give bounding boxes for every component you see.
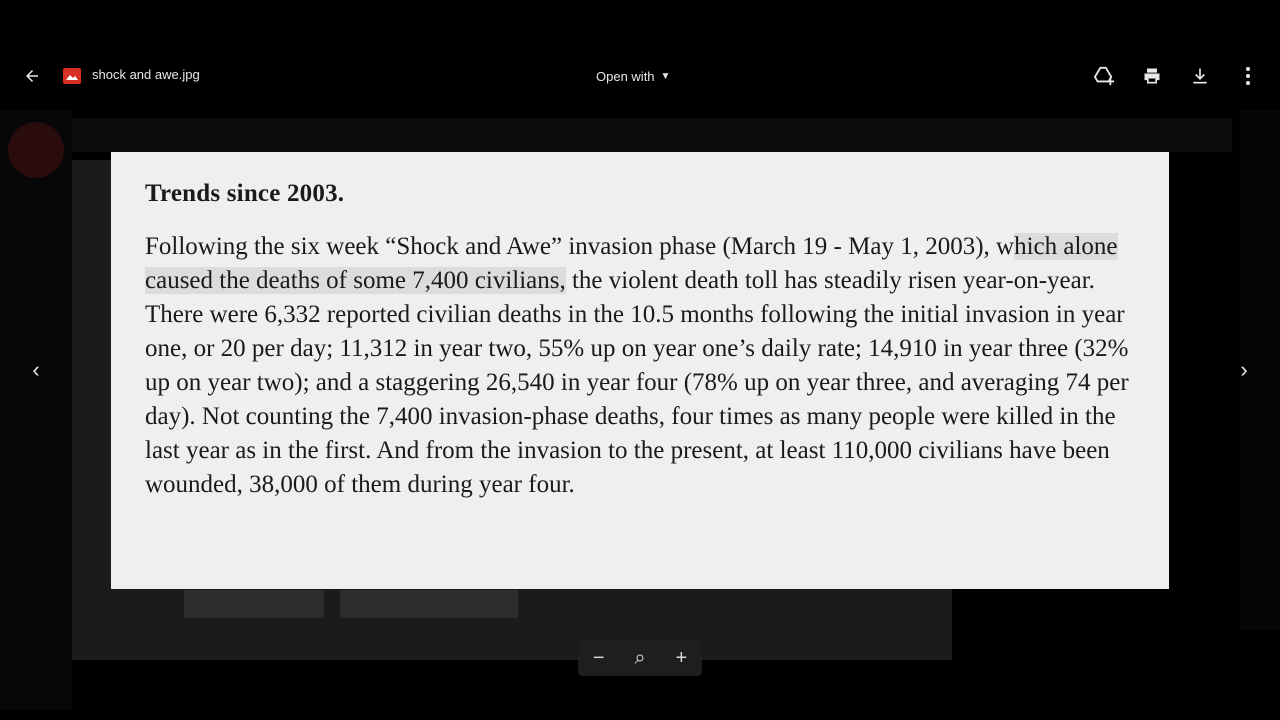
viewer-top-bar: [0, 50, 1280, 102]
download-icon: [1190, 66, 1210, 86]
add-to-drive-icon: [1093, 66, 1115, 86]
zoom-in-button[interactable]: +: [675, 646, 688, 669]
background-thumbnail: [340, 590, 518, 618]
open-with-label: Open with: [596, 68, 655, 84]
open-with-button[interactable]: [592, 64, 674, 88]
image-heading: Trends since 2003.: [145, 180, 345, 207]
background-compose-button: [8, 122, 64, 178]
image-preview: [111, 152, 1169, 589]
more-options-button[interactable]: [1230, 58, 1266, 94]
previous-file-button[interactable]: [18, 352, 54, 388]
print-icon: [1142, 66, 1162, 86]
background-thumbnail: [184, 590, 324, 618]
background-toolbar: [72, 118, 1232, 152]
caret-down-icon: ▼: [660, 70, 671, 82]
download-button[interactable]: [1182, 58, 1218, 94]
file-name: shock and awe.jpg: [92, 67, 200, 82]
zoom-out-button[interactable]: −: [592, 646, 605, 669]
paragraph-text: the violent death toll has steadily risen year-on-year. There were 6,332 reported civilian deaths in the 10.5 months following the initial invasion in year one, or 20 per day; 11,312 in year two, 55% up on year one’s daily rate; 14,910 in year three (32% up on year two); and a staggering 26,540 in year four (78% up on year three, and averaging 74 per day). Not counting the 7,400 invasion-phase deaths, four times as many people were killed in the last year as in the first. And from the invasion to the present, at least 110,000 civilians have been wounded, 38,000 of them during year four.: [145, 267, 1129, 498]
chevron-left-icon: ‹: [32, 357, 40, 382]
more-vert-icon: [1245, 66, 1251, 86]
arrow-left-icon: [23, 67, 41, 85]
print-button[interactable]: [1134, 58, 1170, 94]
background-left-rail: [0, 110, 72, 710]
highlighted-text: hich alone caused the deaths of some 7,400 civilians,: [145, 233, 1118, 294]
chevron-right-icon: ›: [1240, 357, 1248, 382]
image-paragraph: [145, 230, 1151, 502]
add-to-drive-button[interactable]: [1086, 58, 1122, 94]
back-button[interactable]: [14, 58, 50, 94]
paragraph-text: Following the six week “Shock and Awe” invasion phase (March 19 - May 1, 2003), w: [145, 233, 1015, 260]
next-file-button[interactable]: [1226, 352, 1262, 388]
zoom-reset-button[interactable]: ⌕: [634, 646, 646, 669]
image-file-icon: [63, 68, 81, 84]
zoom-controls: [578, 640, 702, 676]
